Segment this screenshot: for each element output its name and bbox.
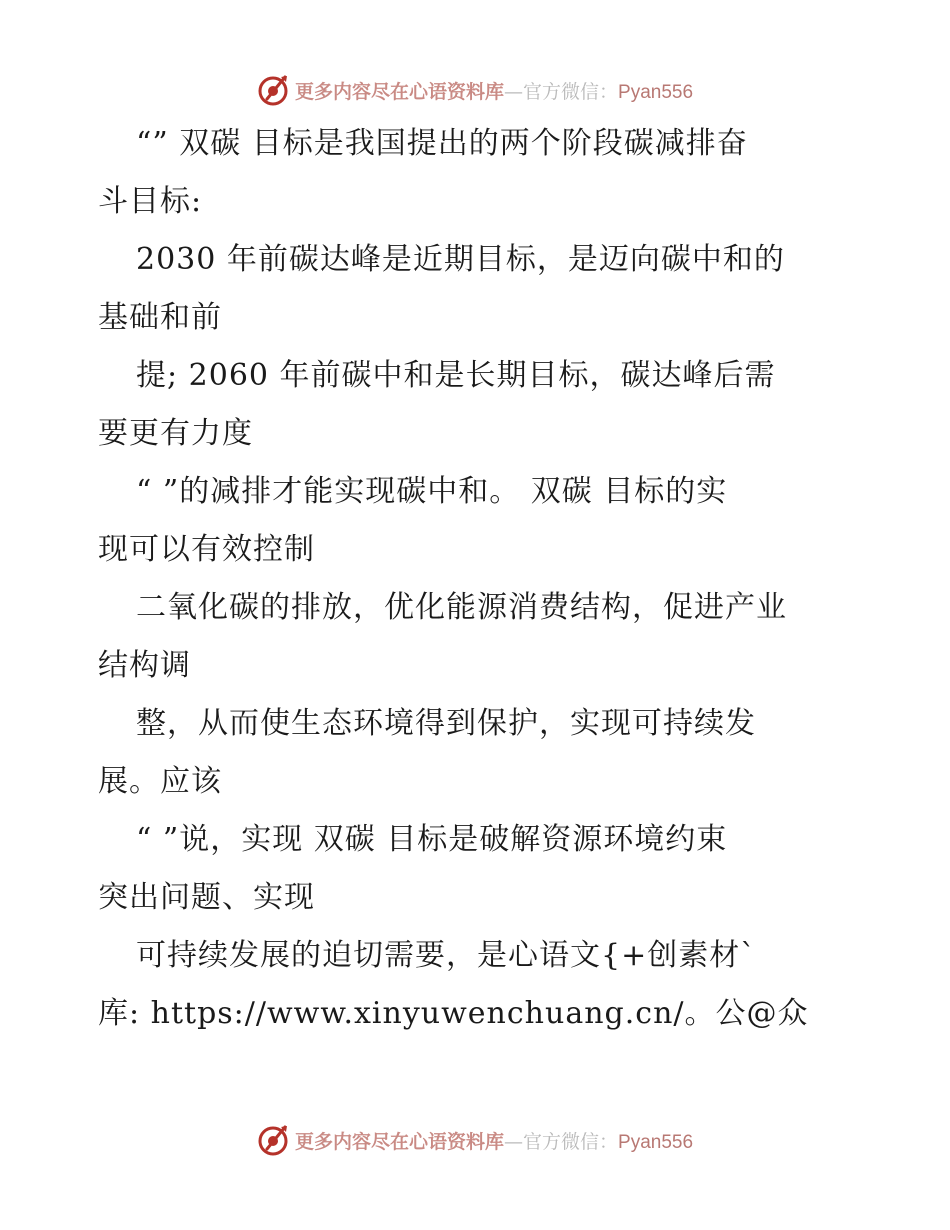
body-line: 可持续发展的迫切需要，是心语文{+创素材` <box>136 938 757 973</box>
body-line: 基础和前 <box>98 300 222 335</box>
brand-logo-icon <box>257 1123 291 1157</box>
footer-separator: ： <box>599 1130 619 1153</box>
header-brand: 更多内容尽在心语资料库 <box>294 80 504 103</box>
footer-banner <box>0 1120 950 1160</box>
body-line: 整，从而使生态环境得到保护，实现可持续发 <box>136 706 756 741</box>
header-text <box>295 77 693 104</box>
body-line: 库: https://www.xinyuwenchuang.cn/。公@众 <box>98 996 809 1031</box>
footer-wechat-id: Pyan556 <box>618 1131 694 1153</box>
body-line: 斗目标: <box>98 184 203 219</box>
body-line: 二氧化碳的排放，优化能源消费结构，促进产业 <box>136 590 787 625</box>
document-body <box>98 115 868 1043</box>
body-line: “ ”的减排才能实现碳中和。 双碳 目标的实 <box>136 474 728 509</box>
footer-dash: — <box>503 1130 523 1153</box>
body-line: “” 双碳 目标是我国提出的两个阶段碳减排奋 <box>136 126 748 161</box>
body-line: 要更有力度 <box>98 416 253 451</box>
body-line: 展。应该 <box>98 764 222 799</box>
footer-text <box>295 1127 693 1154</box>
header-wechat-id: Pyan556 <box>618 81 694 103</box>
body-line: 结构调 <box>98 648 191 683</box>
header-separator: ： <box>599 80 619 103</box>
header-dash: — <box>503 80 523 103</box>
footer-wechat-label: 官方微信 <box>522 1130 599 1153</box>
body-line: “ ”说，实现 双碳 目标是破解资源环境约束 <box>136 822 728 857</box>
body-line: 提; 2060 年前碳中和是长期目标，碳达峰后需 <box>136 358 776 393</box>
body-line: 突出问题、实现 <box>98 880 315 915</box>
header-banner <box>0 70 950 110</box>
brand-logo-icon <box>257 73 291 107</box>
header-wechat-label: 官方微信 <box>522 80 599 103</box>
body-line: 2030 年前碳达峰是近期目标，是迈向碳中和的 <box>136 242 785 277</box>
footer-brand: 更多内容尽在心语资料库 <box>294 1130 504 1153</box>
body-line: 现可以有效控制 <box>98 532 315 567</box>
